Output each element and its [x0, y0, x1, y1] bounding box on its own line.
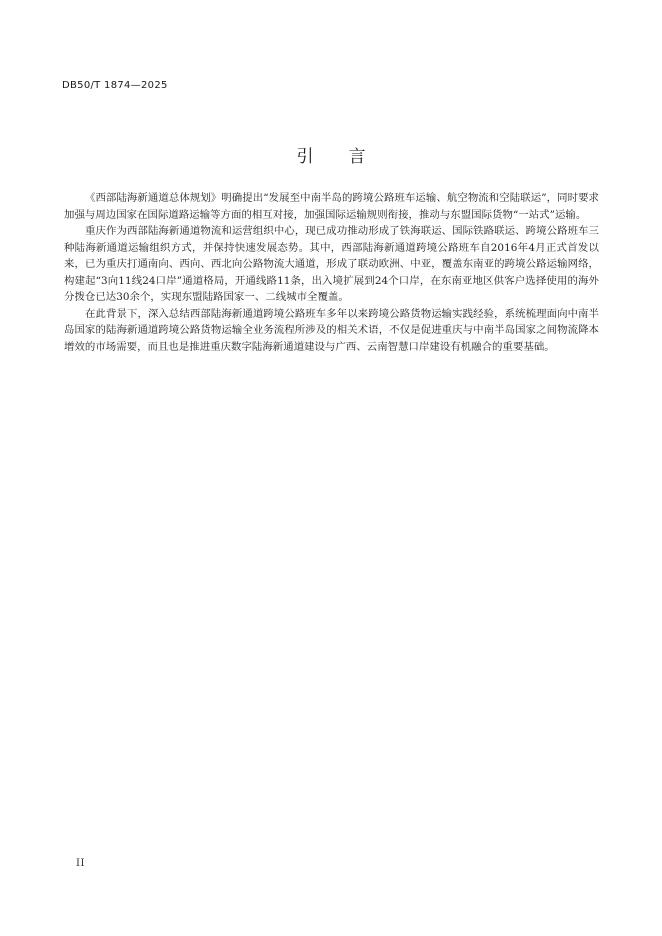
- document-code: DB50/T 1874—2025: [62, 80, 168, 91]
- document-body: [64, 190, 599, 355]
- section-title: 引言: [296, 147, 401, 167]
- paragraph: 重庆作为西部陆海新通道物流和运营组织中心，现已成功推动形成了铁海联运、国际铁路联运、跨境公路班车三种陆海新通道运输组织方式，并保持快速发展态势。其中，西部陆海新通道跨境公路班车自2016年4月正式首发以来，已为重庆打通南向、西向、西北向公路物流大通道，形成了联动欧洲、中亚，覆盖东南亚的跨境公路运输网络，构建起“3向11线24口岸”通道格局，开通线路11条，出入境扩展到24个口岸，在东南亚地区供客户选择使用的海外分拨仓已达30余个，实现东盟陆路国家一、二线城市全覆盖。: [64, 225, 599, 303]
- paragraph: 在此背景下，深入总结西部陆海新通道跨境公路班车多年以来跨境公路货物运输实践经验，系统梳理面向中南半岛国家的陆海新通道跨境公路货物运输全业务流程所涉及的相关术语，不仅是促进重庆与中南半岛国家之间物流降本增效的市场需要，而且也是推进重庆数字陆海新通道建设与广西、云南智慧口岸建设有机融合的重要基础。: [64, 307, 599, 353]
- page-number: II: [76, 858, 85, 869]
- paragraph: 《西部陆海新通道总体规划》明确提出“发展至中南半岛的跨境公路班车运输、航空物流和空陆联运”，同时要求加强与周边国家在国际道路运输等方面的相互对接，加强国际运输规则衔接，推动与东盟国际货物“一站式”运输。: [64, 192, 599, 221]
